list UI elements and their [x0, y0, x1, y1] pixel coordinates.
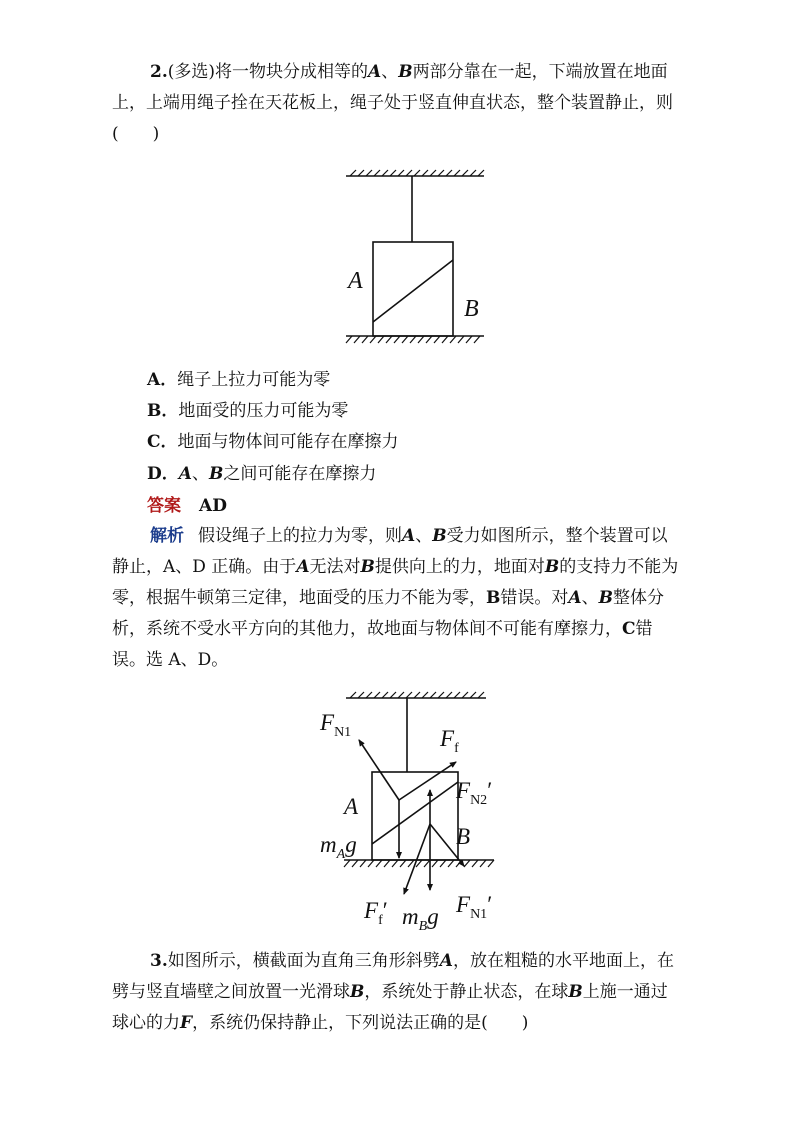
label-ff: $F_f$ [440, 726, 459, 756]
answer-label: 答案 [147, 496, 181, 516]
label-fn1: $F_{N1}$ [320, 710, 352, 740]
option-c[interactable]: C．地面与物体间可能存在摩擦力 [147, 432, 399, 452]
label-a: A [344, 794, 359, 819]
block-b-label: B [464, 296, 479, 322]
solution-label: 解析 [150, 526, 184, 546]
answer-value: AD [199, 496, 227, 516]
option-d[interactable]: D．A、B之间可能存在摩擦力 [147, 464, 377, 484]
solution-text: 解析 假设绳子上的拉力为零，则A、B受力如图所示，整个装置可以静止，A、D 正确。由于A无法对B提供向上的力，地面对B的支持力不能为零，根据牛顿第三定律，地面受的压力不能为零，B错误。对A、B整体分析，系统不受水平方向的其他力，故地面与物体间不可能有摩擦力，C错误。选 A、D。 [112, 526, 679, 670]
question-2-stem: 2.(多选)将一物块分成相等的A、B两部分靠在一起，下端放置在地面上，上端用绳子拴在天花板上，绳子处于竖直伸直状态，整个装置静止，则( ) [112, 62, 673, 144]
option-b[interactable]: B．地面受的压力可能为零 [147, 401, 349, 421]
question-3-stem: 3.如图所示，横截面为直角三角形斜劈A，放在粗糙的水平地面上，在劈与竖直墙壁之间放置一光滑球B，系统处于静止状态，在球B上施一通过球心的力F，系统仍保持静止，下列说法正确的是( ) [112, 951, 674, 1033]
arrow-fn1 [359, 740, 399, 800]
block-a-label: A [348, 268, 363, 294]
multi-select-tag: (多选) [167, 62, 216, 82]
label-fn2-prime: $F_{N2}'$ [456, 778, 493, 808]
label-mbg: $m_Bg$ [402, 904, 439, 934]
figure-force-diagram [306, 684, 522, 938]
option-a[interactable]: A．绳子上拉力可能为零 [147, 370, 331, 390]
label-mag: $m_Ag$ [320, 832, 357, 862]
answer-line [147, 494, 227, 518]
figure-rope-blocks [334, 158, 496, 358]
label-fn1-prime: $F_{N1}'$ [456, 892, 493, 922]
question-number: 3. [150, 951, 168, 971]
question-number: 2. [150, 62, 168, 82]
label-b: B [456, 824, 471, 849]
arrow-ff-prime [404, 824, 430, 894]
label-ff-prime: $F_f'$ [364, 898, 388, 928]
